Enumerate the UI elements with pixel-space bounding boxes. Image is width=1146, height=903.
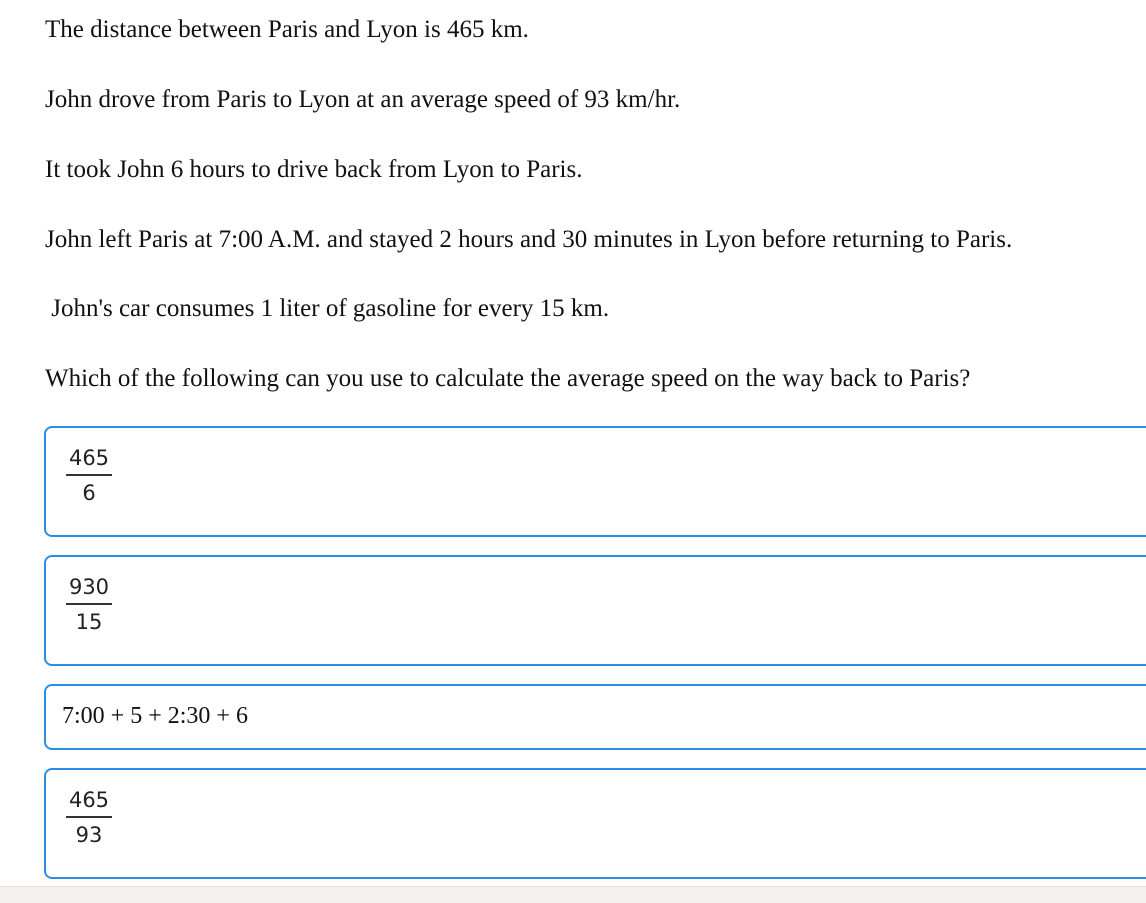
statement-distance: The distance between Paris and Lyon is 465 km. xyxy=(45,16,529,43)
answer-option-1[interactable] xyxy=(44,426,1146,537)
answer-option-2[interactable] xyxy=(44,555,1146,666)
answer-option-4[interactable] xyxy=(44,768,1146,879)
fraction-denominator: 15 xyxy=(75,610,103,634)
statement-fuel-consumption: John's car consumes 1 liter of gasoline for every 15 km. xyxy=(45,295,610,322)
bottom-bar xyxy=(0,886,1146,903)
fraction-numerator: 465 xyxy=(66,786,112,818)
statement-time-back: It took John 6 hours to drive back from Lyon to Paris. xyxy=(45,156,583,183)
fraction-numerator: 465 xyxy=(66,444,112,476)
question-prompt: Which of the following can you use to calculate the average speed on the way back to Paris? xyxy=(45,365,971,392)
statement-speed-to-lyon: John drove from Paris to Lyon at an average speed of 93 km/hr. xyxy=(45,86,681,113)
fraction-denominator: 93 xyxy=(75,823,103,847)
expression-text: 7:00 + 5 + 2:30 + 6 xyxy=(62,703,248,729)
fraction-denominator: 6 xyxy=(82,481,96,505)
statement-departure-time: John left Paris at 7:00 A.M. and stayed 2 hours and 30 minutes in Lyon before returning to Paris. xyxy=(45,226,1013,253)
fraction xyxy=(66,573,112,636)
fraction-numerator: 930 xyxy=(66,573,112,605)
answer-option-3[interactable] xyxy=(44,684,1146,750)
fraction xyxy=(66,786,112,849)
fraction xyxy=(66,444,112,507)
